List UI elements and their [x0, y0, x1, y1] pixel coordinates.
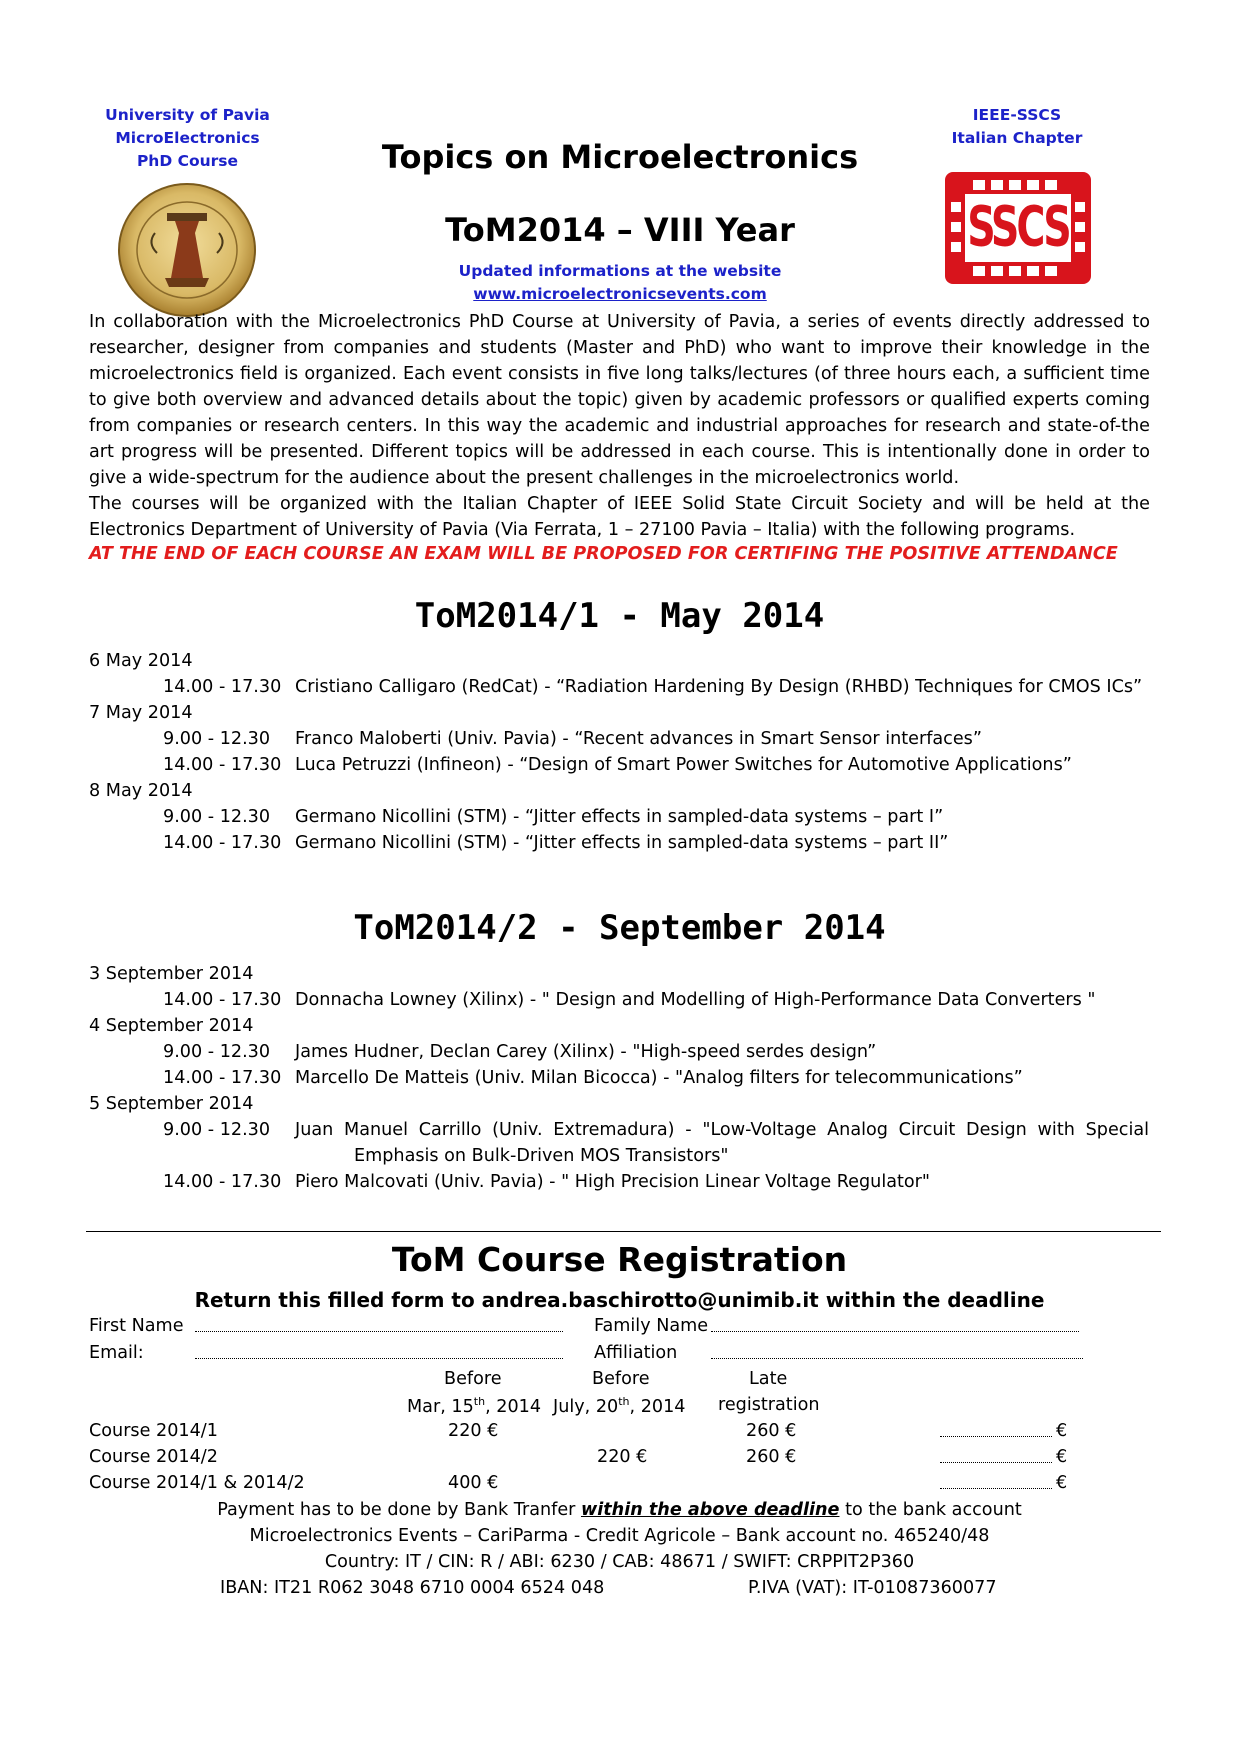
session-time: 14.00 - 17.30: [163, 1068, 282, 1088]
page-subtitle: ToM2014 – VIII Year: [445, 211, 795, 249]
session-time: 14.00 - 17.30: [163, 833, 282, 853]
bank-codes-line: Country: IT / CIN: R / ABI: 6230 / CAB: 48671 / SWIFT: CRPPIT2P360: [324, 1552, 915, 1572]
exam-notice: AT THE END OF EACH COURSE AN EXAM WILL BE PROPOSED FOR CERTIFING THE POSITIVE ATTENDANCE: [89, 544, 1118, 564]
fee-currency: €: [1056, 1421, 1068, 1441]
session-time: 9.00 - 12.30: [163, 807, 271, 827]
session-time: 14.00 - 17.30: [163, 1172, 282, 1192]
fee-early: 220 €: [448, 1421, 499, 1441]
university-name: University of Pavia: [105, 106, 270, 124]
payment-text: Payment has to be done by Bank Tranfer: [217, 1500, 581, 1520]
update-note: Updated informations at the website: [458, 262, 782, 280]
mid-deadline-date: July, 20: [553, 1396, 619, 1417]
early-deadline-date: Mar, 15: [407, 1396, 474, 1417]
session-talk: Germano Nicollini (STM) - “Jitter effects in sampled-data systems – part I”: [295, 807, 944, 827]
session-time: 14.00 - 17.30: [163, 677, 282, 697]
iban-line: IBAN: IT21 R062 3048 6710 0004 6524 048: [220, 1578, 605, 1598]
registration-subheading: Return this filled form to andrea.baschirotto@unimib.it within the deadline: [194, 1288, 1045, 1312]
early-fee-header: Before: [444, 1369, 502, 1389]
session-time: 9.00 - 12.30: [163, 729, 271, 749]
late-fee-subheader: registration: [718, 1395, 820, 1415]
schedule-day: 3 September 2014: [89, 964, 254, 984]
session-talk: Donnacha Lowney (Xilinx) - " Design and Modelling of High-Performance Data Converters ": [295, 990, 1096, 1010]
fee-late: 260 €: [746, 1447, 797, 1467]
early-fee-deadline: [407, 1395, 541, 1417]
registration-heading: ToM Course Registration: [391, 1240, 848, 1279]
family-name-field[interactable]: [711, 1331, 1079, 1332]
session-talk: Cristiano Calligaro (RedCat) - “Radiation Hardening By Design (RHBD) Techniques for CMOS ICs”: [295, 677, 1143, 697]
mid-fee-deadline: [553, 1395, 685, 1417]
session-talk: Luca Petruzzi (Infineon) - “Design of Smart Power Switches for Automotive Applications”: [295, 755, 1072, 775]
fee-early: 400 €: [448, 1473, 499, 1493]
payment-deadline-emphasis: within the above deadline: [580, 1500, 840, 1520]
email-field[interactable]: [195, 1358, 563, 1359]
fee-amount-field[interactable]: [940, 1462, 1052, 1463]
affiliation-label: Affiliation: [594, 1343, 678, 1363]
schedule-day: 7 May 2014: [89, 703, 193, 723]
course2-heading: ToM2014/2 - September 2014: [353, 908, 886, 948]
schedule-day: 8 May 2014: [89, 781, 193, 801]
email-label: Email:: [89, 1343, 144, 1363]
mid-deadline-year: , 2014: [629, 1396, 686, 1417]
mid-deadline-sup: th: [618, 1395, 630, 1408]
fee-currency: €: [1056, 1447, 1068, 1467]
fee-mid: 220 €: [597, 1447, 648, 1467]
fee-amount-field[interactable]: [940, 1436, 1052, 1437]
website-link[interactable]: www.microelectronicsevents.com: [473, 285, 767, 303]
session-talk: Juan Manuel Carrillo (Univ. Extremadura) - "Low-Voltage Analog Circuit Design with Special: [295, 1120, 1149, 1140]
sscs-logo-text: SSCS: [967, 195, 1069, 260]
course-name: PhD Course: [136, 152, 239, 170]
intro-paragraph: The courses will be organized with the Italian Chapter of IEEE Solid State Circuit Society and will be held at the Electronics Department of University of Pavia (Via Ferrata, 1 – 27100 Pavia – Italia) with the following programs.: [89, 494, 1150, 540]
late-fee-header: Late: [749, 1369, 788, 1389]
session-talk: Marcello De Matteis (Univ. Milan Bicocca) - "Analog filters for telecommunications”: [295, 1068, 1023, 1088]
early-deadline-year: , 2014: [485, 1396, 542, 1417]
session-talk: Piero Malcovati (Univ. Pavia) - " High Precision Linear Voltage Regulator": [295, 1172, 930, 1192]
session-talk: Franco Maloberti (Univ. Pavia) - “Recent advances in Smart Sensor interfaces”: [295, 729, 982, 749]
fee-late: 260 €: [746, 1421, 797, 1441]
ieee-society-name: IEEE-SSCS: [972, 106, 1062, 124]
affiliation-field[interactable]: [711, 1358, 1083, 1359]
payment-line: [89, 1500, 1150, 1520]
session-time: 14.00 - 17.30: [163, 990, 282, 1010]
session-talk-cont: Emphasis on Bulk-Driven MOS Transistors": [354, 1146, 729, 1166]
session-time: 9.00 - 12.30: [163, 1120, 271, 1140]
early-deadline-sup: th: [473, 1395, 486, 1408]
fee-row-label: Course 2014/2: [89, 1447, 218, 1467]
fee-row-label: Course 2014/1 & 2014/2: [89, 1473, 305, 1493]
payment-text-end: to the bank account: [839, 1500, 1022, 1520]
schedule-day: 6 May 2014: [89, 651, 193, 671]
first-name-label: First Name: [89, 1316, 184, 1336]
ieee-chapter-name: Italian Chapter: [951, 129, 1083, 147]
session-time: 9.00 - 12.30: [163, 1042, 271, 1062]
mid-fee-header: Before: [592, 1369, 650, 1389]
first-name-field[interactable]: [195, 1331, 563, 1332]
intro-paragraph: In collaboration with the Microelectronics PhD Course at University of Pavia, a series of events directly addressed to researcher, designer from companies and students (Master and PhD) who want to improve their knowledge in the microelectronics field is organized. Each event consists in five long talks/lectures (of three hours each, a sufficient time to give both overview and advanced details about the topic) given by academic professors or qualified experts coming from companies or research centers. In this way the academic and industrial approaches for research and state-of-the art progress will be presented. Different topics will be addressed in each course. This is intentionally done in order to give a wide-spectrum for the audience about the present challenges in the microelectronics world.: [89, 312, 1150, 488]
session-talk: James Hudner, Declan Carey (Xilinx) - "High-speed serdes design”: [295, 1042, 877, 1062]
fee-amount-field[interactable]: [940, 1488, 1052, 1489]
fee-currency: €: [1056, 1473, 1068, 1493]
session-time: 14.00 - 17.30: [163, 755, 282, 775]
bank-account-line: Microelectronics Events – CariParma - Credit Agricole – Bank account no. 465240/48: [249, 1526, 990, 1546]
session-talk: Germano Nicollini (STM) - “Jitter effects in sampled-data systems – part II”: [295, 833, 949, 853]
schedule-day: 5 September 2014: [89, 1094, 254, 1114]
page-title: Topics on Microelectronics: [381, 138, 859, 176]
fee-row-label: Course 2014/1: [89, 1421, 218, 1441]
vat-line: P.IVA (VAT): IT-01087360077: [748, 1578, 997, 1598]
course1-heading: ToM2014/1 - May 2014: [414, 596, 825, 636]
family-name-label: Family Name: [594, 1316, 709, 1336]
department-name: MicroElectronics: [115, 129, 260, 147]
schedule-day: 4 September 2014: [89, 1016, 254, 1036]
